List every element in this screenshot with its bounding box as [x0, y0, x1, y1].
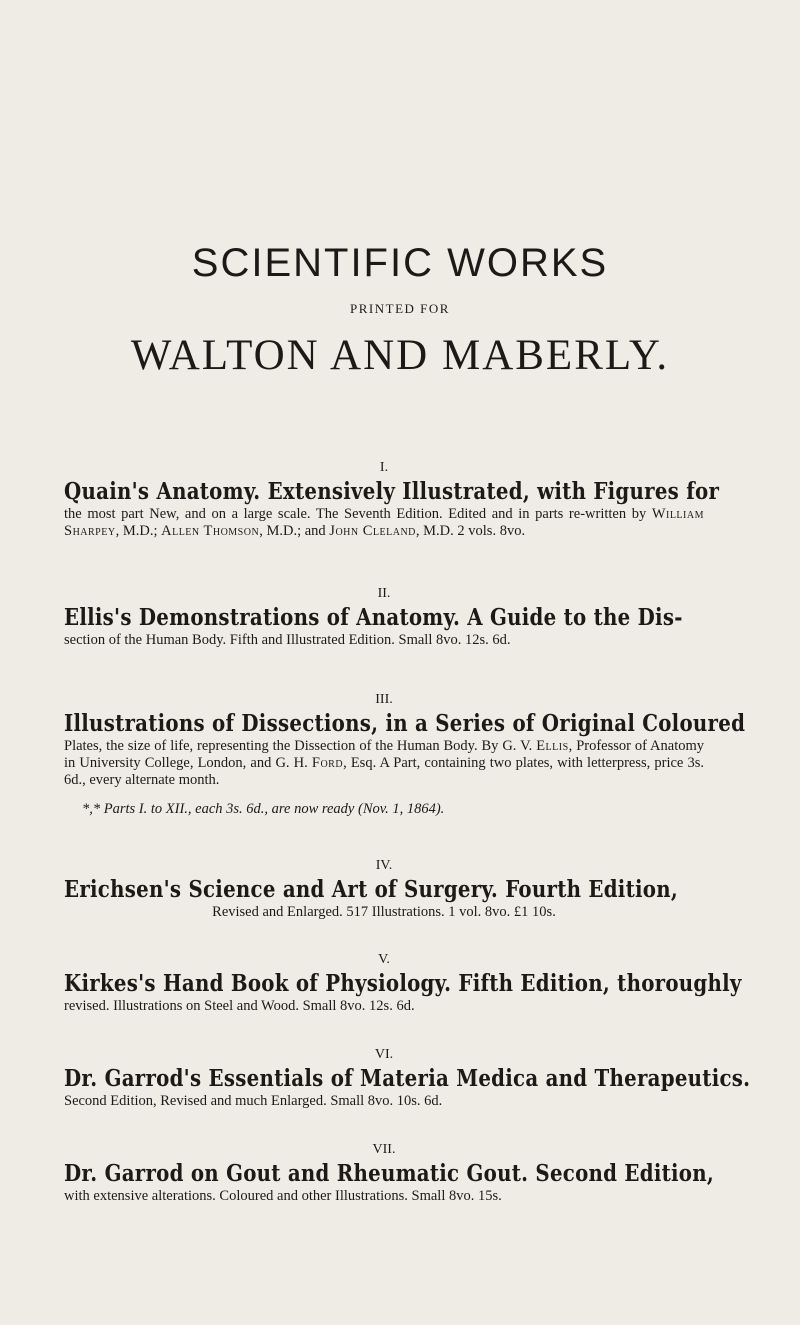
- entry-4: [64, 856, 704, 921]
- author-name: Ellis: [536, 738, 569, 754]
- entry-5: [64, 950, 742, 1015]
- entry-1: [64, 458, 720, 540]
- entry-title: Kirkes's Hand Book of Physiology. Fifth Edition, thoroughly: [64, 970, 742, 997]
- entry-2: [64, 584, 704, 649]
- entry-description: section of the Human Body. Fifth and Illustrated Edition. Small 8vo. 12s. 6d.: [64, 632, 511, 648]
- entry-description: Second Edition, Revised and much Enlarged. Small 8vo. 10s. 6d.: [64, 1093, 443, 1109]
- entry-number: VI.: [374, 1047, 394, 1062]
- entry-description: the most part New, and on a large scale. The Seventh Edition. Edited and in parts re-written by William Sharpey, M.D.; Allen Thomson, M.D.; and John Cleland, M.D. 2 vols. 8vo.: [64, 506, 704, 539]
- entry-note: *,* Parts I. to XII., each 3s. 6d., are now ready (Nov. 1, 1864).: [82, 801, 445, 817]
- entry-title: Illustrations of Dissections, in a Series of Original Coloured: [64, 710, 746, 737]
- entry-3: [64, 690, 746, 818]
- author-name: John Cleland: [329, 523, 416, 539]
- publisher-name: WALTON AND MABERLY.: [130, 332, 670, 379]
- entry-number: II.: [377, 586, 391, 601]
- author-name: Allen Thomson: [161, 523, 260, 539]
- entry-title: Ellis's Demonstrations of Anatomy. A Guide to the Dis-: [64, 604, 683, 631]
- entry-title: Quain's Anatomy. Extensively Illustrated, with Figures for: [64, 478, 720, 505]
- entry-number: I.: [379, 460, 389, 475]
- entry-description: Revised and Enlarged. 517 Illustrations. 1 vol. 8vo. £1 10s.: [212, 904, 556, 920]
- entry-description: Plates, the size of life, representing the Dissection of the Human Body. By G. V. Ellis, Professor of Anatomy in University College, London, and G. H. Ford, Esq. A Part, containing two plates, with letterpress, price 3s. 6d., every alternate month.: [64, 738, 705, 788]
- author-name: William Sharpey: [64, 506, 704, 539]
- entry-6: [64, 1045, 751, 1110]
- entry-number: IV.: [375, 858, 393, 873]
- entry-number: VII.: [372, 1142, 396, 1157]
- entry-title: Erichsen's Science and Art of Surgery. Fourth Edition,: [64, 876, 678, 903]
- entry-7: [64, 1140, 715, 1205]
- entry-description: revised. Illustrations on Steel and Wood. Small 8vo. 12s. 6d.: [64, 998, 415, 1014]
- page-heading: SCIENTIFIC WORKS: [191, 241, 609, 285]
- entry-description: with extensive alterations. Coloured and other Illustrations. Small 8vo. 15s.: [64, 1188, 502, 1204]
- entry-title: Dr. Garrod on Gout and Rheumatic Gout. Second Edition,: [64, 1160, 715, 1187]
- author-name: Ford: [311, 755, 344, 771]
- printed-for-line: PRINTED FOR: [350, 301, 450, 316]
- entry-number: V.: [378, 952, 390, 967]
- entry-number: III.: [375, 692, 393, 707]
- entry-title: Dr. Garrod's Essentials of Materia Medica and Therapeutics.: [64, 1065, 751, 1092]
